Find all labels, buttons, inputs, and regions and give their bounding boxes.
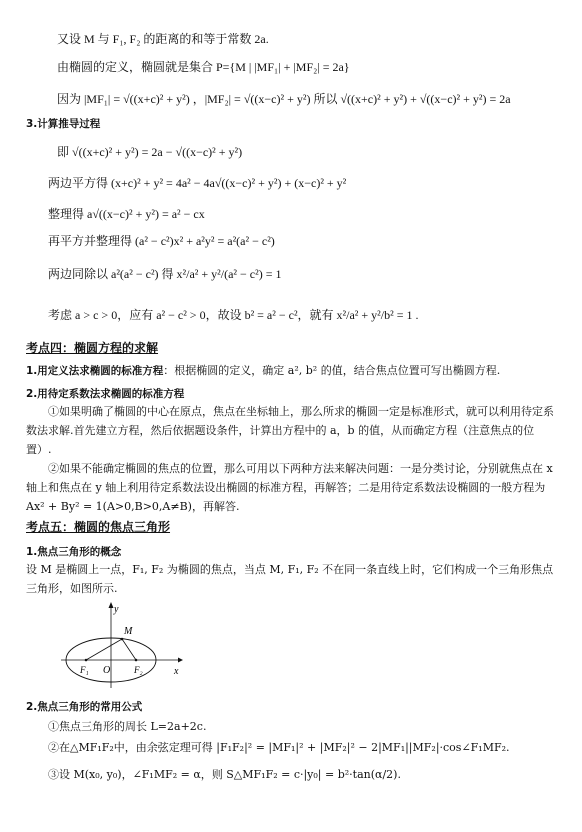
point-m [121, 638, 124, 641]
text-line-3: 因为 |MF₁| = √((x+c)² + y²) ，|MF₂| = √((x−c)² + y²) 所以 √((x+c)² + y²) + √((x−c)² + y²) = 2a [57, 92, 511, 106]
text-line-1: 又设 M 与 F₁, F₂ 的距离的和等于常数 2a. [57, 32, 269, 46]
segment-mf1 [86, 639, 122, 660]
sec4-item-2-label: 2.用待定系数法求椭圆的标准方程 [26, 388, 185, 400]
sec4-item-1-text: ：根据椭圆的定义，确定 a², b² 的值，结合焦点位置可写出椭圆方程. [163, 364, 501, 377]
derivation-step-5: 两边同除以 a²(a² − c²) 得 x²/a² + y²/(a² − c²) = 1 [48, 267, 282, 281]
x-axis-arrow-icon [178, 658, 183, 663]
y-axis-arrow-icon [109, 602, 114, 608]
derivation-step-1: 即 √((x+c)² + y²) = 2a − √((x−c)² + y²) [57, 145, 243, 159]
formula-perimeter: ①焦点三角形的周长 L=2a+2c. [48, 720, 207, 733]
label-o: O [103, 665, 111, 676]
label-y: y [114, 604, 119, 615]
label-f2: F₂ [134, 665, 143, 675]
derivation-step-2: 两边平方得 (x+c)² + y² = 4a² − 4a√((x−c)² + y²) + (x−c)² + y² [48, 176, 347, 190]
segment-mf2 [122, 639, 136, 660]
heading-derivation: 3.计算推导过程 [26, 118, 101, 130]
label-x: x [174, 666, 179, 677]
text-line-2: 由椭圆的定义，椭圆就是集合 P={M | |MF₁| + |MF₂| = 2a} [57, 60, 350, 74]
derivation-step-4: 再平方并整理得 (a² − c²)x² + a²y² = a²(a² − c²) [48, 234, 275, 248]
focus-f1-point [85, 659, 88, 662]
focus-f2-point [135, 659, 138, 662]
sec5-item-1-label: 1.焦点三角形的概念 [26, 546, 122, 558]
sec5-item-2-label: 2.焦点三角形的常用公式 [26, 701, 143, 713]
formula-area: ③设 M(x₀, y₀)，∠F₁MF₂ = α，则 S△MF₁F₂ = c·|y₀| = b²·tan(α/2). [48, 768, 401, 781]
formula-cosine-law: ②在△MF₁F₂中，由余弦定理可得 |F₁F₂|² = |MF₁|² + |MF₂|² − 2|MF₁||MF₂|·cos∠F₁MF₂. [48, 741, 510, 754]
sec4-item-1 [26, 364, 500, 378]
focal-triangle-diagram [56, 600, 186, 690]
sec4-item-1-label: 1.用定义法求椭圆的标准方程 [26, 365, 164, 377]
label-f1: F₁ [80, 665, 89, 675]
section-4-title: 考点四：椭圆方程的求解 [26, 341, 159, 355]
label-m: M [124, 626, 133, 637]
sec4-paragraph-1: ①如果明确了椭圆的中心在原点，焦点在坐标轴上，那么所求的椭圆一定是标准形式，就可以利用待定系数法求解.首先建立方程，然后依据题设条件，计算出方程中的 a，b 的值，从而确定方程（注意焦点的位置）. [26, 405, 554, 456]
derivation-step-6: 考虑 a > c > 0，应有 a² − c² > 0，故设 b² = a² − c²，就有 x²/a² + y²/b² = 1 . [48, 308, 419, 322]
sec4-paragraph-2: ②如果不能确定椭圆的焦点的位置，那么可用以下两种方法来解决问题：一是分类讨论，分别就焦点在 x 轴上和焦点在 y 轴上利用待定系数法设出椭圆的标准方程，再解答；二是用待定系数法设椭圆的一般方程为 Ax² + By² = 1(A>0,B>0,A≠B)，再解答. [26, 462, 553, 513]
derivation-step-3: 整理得 a√((x−c)² + y²) = a² − cx [48, 207, 205, 221]
sec5-paragraph-1: 设 M 是椭圆上一点，F₁, F₂ 为椭圆的焦点，当点 M, F₁, F₂ 不在同一条直线上时，它们构成一个三角形焦点三角形，如图所示. [26, 563, 554, 595]
section-5-title: 考点五：椭圆的焦点三角形 [26, 520, 171, 534]
